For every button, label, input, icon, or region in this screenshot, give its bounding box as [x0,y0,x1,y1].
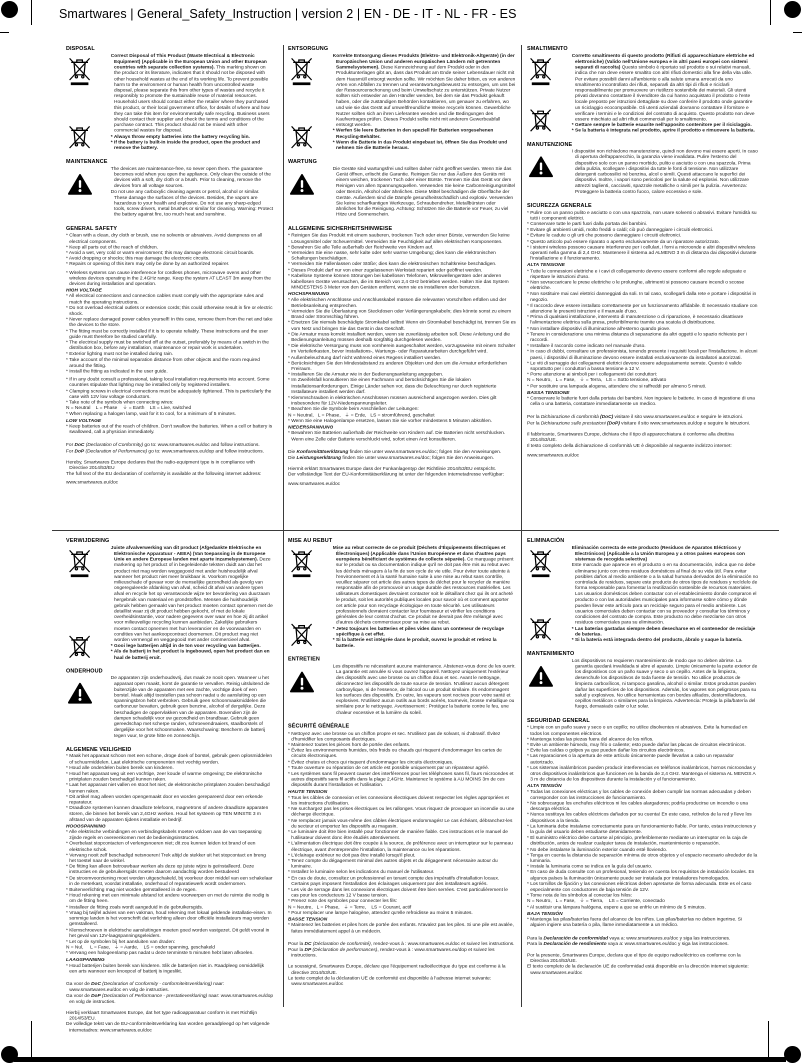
paragraph: * Non installare dispositivi di illuminazione all'esterno quando piove. [527,326,671,332]
section-heading: MAINTENANCE [66,158,108,165]
paragraph: Die Geräte sind wartungsfrei und sollten daher nicht geöffnet werden. Wenn Sie das Gerät öffnen, erlischt die Garantie. Reinigen Sie nur das Äußere des Geräts mit einem weichen, trockenen Tuch oder einer Bürste. Trennen Sie das Gerät vor dem Reinigen von allen Spannungsquellen. Verwenden Sie keine Carbonreinigungsmittel oder Benzin, Alkohol oder ähnliches. Diese Mittel beschädigen die Oberfläche der Geräte. Außerdem sind die Dämpfe gesundheitsschädlich und explosiv. Verwenden Sie keine scharfkantigen Werkzeuge, Schraubendreher, Metallbürsten oder ähnliches für die Reinigung. Achtung: Schützen Sie die Batterie vor Feuer, zu viel Hitze und Sonnenschein. [332,166,516,218]
paragraph: * Vraag bij twijfel advies van een vakman, houd rekening met lokaal geldende installatie-eisen. In sommige landen is het voorschrift dat verlichting alleen door officiële installateurs mag worden geïnstalleerd. [66,910,272,928]
paragraph: * Draadloze systemen kunnen draadloze telefoons, magnetrons of andere draadloze apparaten storen, die binnen het bereik van 2,4GHz werken. Houd het systeem op TEN MINSTE 3 m afstand van de apparaten tijdens installatie en bedrijf. [66,806,269,823]
weee-crossed-bin-icon [68,633,95,659]
section [527,203,758,408]
language-block-de [288,46,516,487]
section [66,443,273,486]
weee-crossed-bin-with-bar-icon [529,547,556,577]
paragraph: * Kabellose Systeme können Störungen bei kabellosen Telefonen, Mikrowellengeräten oder anderen kabellosen Geräte verursachen, die im Bereich von 2,4 GHz betrieben werden. Halten Sie das System MINDESTENS 3 Meter von den Geräten entfernt, wenn sie es installieren oder benutzen. [288,273,509,291]
paragraph: Do not use any carboxylic cleaning agents or petrol, alcohol or similar. These damage the surfaces of the devices. Besides, the vapors are hazardous to your health and explosive. Do not use any sharp-edged tools, screw drivers, metal brushes or similar for cleaning. Warning: Protect the battery against fire, too much heat and sunshine. [110,189,274,218]
voltage-subheading: BAJA TENSIÓN [527,911,563,917]
paragraph: Le soussigné, Smartwares Europe, déclare que l'équipement radioélectrique du type est conforme à la directive 2014/53/UE. [288,964,506,976]
registration-mark-top-right [784,1,801,18]
paragraph: * If in any doubt consult a professional, taking local installation requirements into account. Some countries stipulate that lighting may be installed only by registered installers. [66,377,270,388]
paragraph: * Clean with a clean, dry cloth or brush, use no solvents or abrasives. Avoid dampness on all electrical components. [66,233,263,245]
weee-crossed-bin-icon [290,621,317,647]
paragraph: * Tenez compte du dégagement minimal des autres objets et du dégagement nécessaire autour du luminaire. [288,858,498,870]
section-heading: SMALTIMENTO [527,46,568,52]
section [288,226,516,443]
row-divider [52,530,779,531]
paragraph: * Tenere in considerazione una minima distanza di separazione da altri oggetti e lo spazio richiesto per i raccordi. [527,332,748,343]
paragraph: Per la Dichiarazione di conformità (DoC) visitare il sito www.smartwares.eu/doc e seguire le istruzioni. [527,415,744,420]
section-heading: MANTENIMIENTO [527,650,575,657]
paragraph: * Installare il raccordo come indicato nel manuale d'uso. [527,343,646,349]
paragraph: * Pour remplacer une lampe halogène, attendez qu'elle refroidisse au moins 5 minutes. [288,910,473,916]
paragraph: * Dieses Produkt darf nur von einer zugelassenen Werkstatt repariert oder geöffnet werden. [288,268,483,273]
language-block-es [527,538,758,976]
paragraph: * Außenbeleuchtung darf nicht während eines Regens installiert werden. [288,355,442,361]
paragraph: * Questo articolo può essere riparato o aperto esclusivamente da un riparatore autorizzato. [527,239,720,245]
paragraph: * Installez le luminaire selon les indications du manuel de l'utilisateur. [288,870,435,876]
paragraph: * Porre attenzione ai simboli per i collegamenti dei conduttori: [527,372,658,378]
section [66,538,273,661]
wire-symbols-line: N = Neutro, L = Fase, ⏚ = Terra, LS = Sotto tensione, attivato [527,378,667,384]
section-heading: ONDERHOUD [66,668,103,674]
paragraph: * Conservare le batterie fuori dalla portata dei bambini. Non ingoiare le batterie. In caso di ingestione di una cella o una batteria, contattare immediatamente un medico. [527,396,755,408]
paragraph: * Prima di qualsiasi installazione, intervento di manutenzione o di riparazione, è necessario disattivare l'alimentazione elettrica sulla presa, preferibilmente tramite una scatola di distribuzione. [527,314,744,326]
voltage-subheading: HIGH VOLTAGE [66,288,102,294]
paragraph: * Vermeiden Sie die Überlastung von Steckdosen oder Verlängerungskabeln; dies könnte sonst zu einem Brand oder Stromschlag führen. [288,309,512,320]
paragraph: * Gettare sempre le batterie esaurite nell'apposito contenitore per il riciclaggio. [571,122,752,128]
paragraph: * Klemschroeven in elektrische aansluitingen moeten goed worden vastgezet. Dit geldt vooral in het geval van 12V-laagspanningsgeleiders. [66,928,270,939]
paragraph: * Die elektrische Versorgung muss von vornherein ausgeschaltet werden, vorzugsweise mit einem Schalter im Verteilerkasten, bevor Installations-, Wartungs- oder Reparaturarbeiten durchgeführt wird. [288,343,516,355]
section [527,415,758,458]
paragraph: * Als de batterij in het product is ingebouwd, open het product dan en haal de batterij eruit. [110,649,270,661]
paragraph: * Prenez note des symboles pour connecter les fils: [288,899,398,904]
weee-crossed-bin-with-bar-icon [290,547,317,577]
paragraph: Les dispositifs ne nécessitent aucune maintenance. Abstenez-vous donc de les ouvrir. La garantie est annulée si vous ouvrez l'appareil. Nettoyez uniquement l'extérieur des dispositifs avec une brosse ou un chiffon doux et sec. Avant le nettoyage, déconnectez les dispositifs de toute source de tension. N'utilisez aucun détergent carboxylique, ni de l'essence, de l'alcool ou un produit similaire. Ils endommagent les surfaces des dispositifs. En outre, les vapeurs sont nocives pour votre santé et explosives. N'utilisez aucun outils aux bords acérés, tournevis, brosse métallique ou similaire pour le nettoyage. Avertissement : Protégez la batterie contre le feu, une chaleur excessive et la lumière du soleil. [332,664,516,716]
paragraph: Le texte complet de la déclaration UE de conformité est disponible à l'adresse internet suivante: www.smartwares.eu/doc [288,976,492,987]
section [66,982,273,1034]
paragraph: * Per sostituire una lampada alogena, attendere che si raffreddi per almeno 5 minuti. [527,384,707,389]
paragraph: * Houd alle onderdelen buiten bereik van kinderen. [66,765,174,771]
section-heading: ELIMINACIÓN [527,538,565,544]
paragraph: Los dispositivos no requieren mantenimiento de modo que no deben abrirse. La garantía quedará invalidada si abre el aparato. Limpie únicamente la parte exterior de los dispositivos con un paño suave y seco o un cepillo. Antes de la limpieza, desenchufe los dispositivos de toda fuente de tensión. No utilice productos de limpieza carboxílicos, ni tampoco gasolina, alcohol o similar. Estos productos pueden dañar las superficies de los dispositivos. Además, los vapores son peligrosos para su salud y explosivos. No utilice herramientas con bordes afilados, destornilladores, cepillos metálicos o similares para la limpieza. Advertencia: Proteja la pila/batería del fuego, demasiado calor o luz solar. [571,658,758,710]
paragraph: * Reinigen Sie das Produkt mit einem sauberen, trockenen Tuch oder einer Bürste, verwenden Sie keine Lösungsmittel oder Scheuermittel. Vermeiden Sie Feuchtigkeit auf allen elektrischen Komponenten. [288,233,510,245]
section-heading: VERWIJDERING [66,538,110,544]
section-heading: DISPOSAL [66,46,95,52]
voltage-subheading: HOOGSPANNING [66,824,106,830]
wire-symbols-line: N = Neutro, L = Fase, ⏚ = Tierra, LS = Corriente, conectado [527,899,665,904]
section [527,718,758,929]
voltage-subheading: BASSE TENSION [288,917,328,923]
weee-crossed-bin-icon [529,106,556,132]
paragraph: * If the battery is built-in inside the product, open the product and remove the battery. [110,140,261,151]
paragraph: * Evitare le cadute o gli urti che possono danneggiare i circuiti elettronici. [527,233,682,239]
paragraph: Ga voor de DoC (Declaration of Conformity - conformiteitsverklaring) naar: www.smartwares.eu/doc en volg de instructies. [66,982,225,993]
paragraph: * Werfen Sie leere Batterien in den speziell für Batterien vorgesehenen Recycling-Behälter. [332,128,494,140]
voltage-subheading: ALTA TENSIÓN [527,783,562,789]
paragraph: * Install the fitting as indicated in the user guide. [66,369,168,375]
paragraph: * All electrical connections and connection cables must comply with the appropriate rules and match the operating instructions. [66,294,264,305]
paragraph: * Take note of the symbols when connecting wires: [66,400,174,406]
paragraph: * Il raccordo deve essere installato correttamente per un funzionamento affidabile. È necessario studiare con attenzione le presenti istruzioni e il manuale d'uso. [527,303,758,315]
section [66,668,273,739]
wire-symbols-line: N = Neutral L = Phase ⏚ = Earth LS = Live, switched [66,406,192,412]
crop-mark-bottom-right [768,1021,769,1057]
warning-triangle-icon [290,173,317,195]
paragraph: * Vervang een halogeenlamp pas nadat u deze tenminste 5 minuten hebt laten afkoelen. [66,951,254,956]
weee-crossed-bin-with-bar-icon [529,55,556,85]
paragraph: Per la Dichiarazione sulle prestazioni (DoP) visitare il sito www.smartwares.eu/dop e seguire le istruzioni. [527,420,751,426]
paragraph: * Bewahren Sie Batterien außerhalb der Reichweite von Kindern auf. Die Batterien nicht verschlucken. Wenn eine Zelle oder Batterie verschluckt wird, sofort einen Arzt konsultieren. [288,431,506,442]
paragraph: Il testo completo della dichiarazione di conformità UE è disponibile al seguente indirizzo internet: [527,443,732,449]
paragraph: * Avoid a wet, very cold or warm environment; this may damage electronic circuit boards. [66,250,255,256]
section [66,226,273,436]
paragraph: Il fabbricante, Smartwares Europe, dichiara che il tipo di apparecchiatura è conforme alla direttiva 2014/53/UE. [527,432,734,443]
paragraph: * Buitenverlichting mag niet worden geïnstalleerd in de regen. [66,887,197,893]
paragraph: * Wenn Sie eine Halogenlampe ersetzen, lassen Sie sie vorher mindestens 5 Minuten abkühlen. [288,418,493,424]
paragraph: * When replacing a halogen lamp, wait for it to cool, for a minimum of 5 minutes. [66,411,236,417]
section [527,538,758,644]
paragraph: Por la presente, Smartwares Europe, declara que el tipo de equipo radioeléctrico es conforme con la Directiva 2014/53/UE. [527,953,741,964]
paragraph: Correct Disposal of This Product (Waste Electrical & Electronic Equipment) (Applicable in the European Union and other European countries with separate collection systems). This marking shown on the product or its literature, indicates that it should not be disposed with other household wastes at the end of its working life. To prevent possible harm to the environment or human health from uncontrolled waste disposal, please separate this from other types of wastes and recycle it responsibly to promote the sustainable reuse of material resources. Household users should contact either the retailer where they purchased this product, or their local government office, for details of where and how they can take this item for environmentally safe recycling. Business users should contact their supplier and check the terms and conditions of the purchase contract. This product should not be mixed with other commercial wastes for disposal. [110,53,270,134]
paragraph: De apparaten zijn onderhoudsvrij, dus maak ze nooit open. Wanneer u het apparaat open maakt, komt de garantie te vervallen. Reinig uitsluitend de buitenzijde van de apparaten met een zachte, vochtige doek of een borstel. Maak altijd toestellen pas schoon nadat u de aansluiting op een spanningsbron hebt verbroken. Gebruik geen schoonmaakmiddelen die carbonzuur bevatten, gebruik geen benzine, alcohol of dergelijke. Deze beschadigen de oppervlakken van de apparaten. Bovendien zijn de dampen schadelijk voor uw gezondheid en brandbaar. Gebruik geen gereedschap met scherpe randen, schroevendraaiers, staalborstels of dergelijke voor het schoonmaken. Waarschuwing: Bescherm de batterij tegen vuur, te grote hitte en zonneschijn. [110,675,270,739]
paragraph: * I sistemi wireless possono causare interferenze per i cellulari, i forni a microonde e altri dispositivi wireless operanti nella gamma di 2,4 GHz. Mantenere il sistema ad ALMENO 3 m di distanza dai dispositivi durante l'installazione e il funzionamento. [527,245,757,262]
paragraph: De volledige tekst van de EU-conformiteitsverklaring kan worden geraadpleegd op het volgende internetadres: www.smartwares.eu/doc [66,1022,270,1033]
paragraph: * Ne surchargez pas les prises électriques ou les rallonges. Vous risquez de provoquer un incendie ou une décharge électrique. [288,806,515,818]
paragraph: * Mantenga las pilas/baterías fuera del alcance de los niños. Las pilas/baterías no deben ingerirse. Si alguien ingiere una batería o pila, llame inmediatamente a un médico. [527,917,743,928]
paragraph: * Ne remplacez jamais vous-même des câbles électriques endommagés! Le cas échéant, débranchez-les du secteur et emportez les dispositifs au magasin. [288,818,513,830]
section [288,46,516,152]
paragraph: * En caso de duda consulte con un profesional, teniendo en cuenta los requisitos de instalación locales. En algunos países la iluminación únicamente puede ser instalada por instaladores homologados. [527,870,755,881]
paragraph: * Si la batería está integrada dentro del producto, ábralo y saque la batería. [571,637,743,643]
paragraph: * Si la batterie est intégrée dans le produit, ouvrez le produit et retirez la batterie. [332,637,497,649]
section [288,942,516,988]
paragraph: * Clamping screws in electrical connections must be adequately tightened. This is particularly the case with 12V low voltage conductors. [66,388,272,400]
paragraph: * Wireless systems can cause interference for cordless phones, microwave ovens and other wireless devices operating in the 2.4GHz range. Keep the system AT LEAST 3m away from the devices during installation and operation. [66,270,271,287]
section [288,724,516,935]
paragraph: * Maintenez toutes les pièces hors de portée des enfants. [288,742,411,748]
language-block-it [527,46,758,459]
paragraph: * Todas las conexiones eléctricas y los cables de conexión deben cumplir las normas adecuadas y deben corresponder con las instrucciones de funcionamiento. [527,789,751,801]
paragraph: * Beachten Sie die Symbole beim Anschließen der Leitungen: [288,407,419,412]
section-heading: ALLGEMEINE SICHERHEITSHINWEISE [288,225,393,232]
paragraph: * L'éclairage extérieur ne doit pas être installé lorsqu'il pleut. [288,853,416,858]
column-divider-2 [521,45,522,1007]
paragraph: * Do not overload electrical outlets or extension cords; this could otherwise result in fire or electric shock. [66,305,273,317]
paragraph: * Never replace damaged power cables yourself! In this case, remove them from the net and take the devices to the store. [66,317,273,328]
paragraph: * Nettoyez avec une brosse ou un chiffon propre et sec. N'utilisez pas de solvant, ni d'abrasif. Évitez d'humidifier les composants électriques. [288,731,501,742]
paragraph: * Vermeiden Sie eine nasse, sehr kalte oder sehr warme Umgebung; dies kann die elektronischen Schaltungen beschädigen. [288,250,496,262]
paragraph: The full text of the EU declaration of conformity is available at the following internet address: [66,471,262,477]
paragraph: Eliminación correcta de este producto (Residuos de Aparatos Eléctricos y Electrónicos) (Aplicable a la Unión Europea y a otros países europeos con sistemas de recogida selectiva) [571,545,745,563]
crop-tick-right [793,32,802,33]
section-heading: MANUTENZIONE [527,141,573,148]
weee-crossed-bin-icon [290,124,317,150]
paragraph: * Gooi lege batterijen altijd in de ton voor recycling van batterijen. [110,643,261,649]
crop-mark-top-right [770,0,771,25]
voltage-subheading: HOCHSPANNUNG [288,291,330,297]
paragraph: * La luminaria debe instalarse correctamente para un funcionamiento fiable. Por tanto, estas instrucciones y la guía del usuario deben estudiarse detenidamente. [527,824,756,835]
paragraph: * Berücksichtigen Sie den Mindestabstand zu anderen Objekten und den um die Armatur erforderlichen Freiraum. [288,361,508,372]
voltage-subheading: LAAGSPANNING [66,957,105,963]
section-heading: WARTUNG [288,158,317,165]
crop-mark-top-left [31,0,32,25]
paragraph: Der vollständige Text der EU-Konformitätserklärung ist unter der folgenden Internetadresse verfügbar: [288,472,505,478]
paragraph: Pour la DP (Déclaration de performances), rendez-vous à : www.smartwares.eu/dop et suivez les instructions. [288,947,495,959]
paragraph: * Alle elektrische verbindingen en verbindingskabels moeten voldoen aan de van toepassing zijnde regels en overeenkomen met de bedieningsinstructies. [66,830,262,841]
weee-crossed-bin-with-bar-icon [68,55,95,85]
voltage-subheading: BASSA TENSIONE [527,390,570,396]
paragraph: * Las reparaciones o la apertura de este artículo únicamente puede llevarlas a cabo un reparador autorizado. [527,754,734,765]
section-heading: GENERAL SAFETY [66,225,118,232]
paragraph: * Toute ouverture ou réparation de cet article est possible uniquement par un réparateur agréé. [288,765,490,771]
bottom-edge-bar [14,1057,786,1062]
paragraph: * Las baterías gastadas siempre deben desecharse en el contenedor de reciclaje de baterías. [571,626,756,637]
section [288,159,516,219]
paragraph: * En cas de doute, consultez un professionnel en tenant compte des impératifs d'installation locaux. Certains pays imposent l'installation des éclairages uniquement par des installateurs agréés. [288,876,500,887]
paragraph: * Bewahren Sie alle Teile außerhalb der Reichweite von Kindern auf. [288,245,434,250]
paragraph: * Avoid dropping or shocks; this may damage the electronic circuits. [66,256,210,262]
voltage-subheading: HAUTE TENSION [288,789,328,795]
paragraph: * Los tornillos de fijación y las conexiones eléctricas deben apretarse de forma adecuada. Este es el caso especialmente con conductores de baja tensión de 12V. [527,881,752,893]
section-heading: SEGURIDAD GENERAL [527,717,590,724]
paragraph: * Tenga en cuenta la distancia de separación mínima de otros objetos y el espacio necesario alrededor de la luminaria. [527,853,758,864]
paragraph: * Take account of the minimal separation distance from other objects and the room required around the fitting. [66,357,260,369]
paragraph: Este marcado que aparece en el producto o en su documentación, indica que no debe eliminarse junto con otros residuos domésticos al final de su vida útil. Para evitar posibles daños al medio ambiente o a la salud humana derivados de la eliminación no controlada de residuos, separe este producto de otros tipos de residuos y recíclelo de forma responsable para fomentar la reutilización sostenible de recursos materiales. Los usuarios domésticos deben contactar con el establecimiento donde compraron el producto o con las autoridades municipales para informarse sobre cómo y dónde pueden llevar este artículo para un reciclaje seguro para el medio ambiente. Los usuarios comerciales deben contactar con su proveedor y consultar los términos y condiciones del contrato de compra. Este producto no debe mezclarse con otros residuos comerciales para su eliminación. [571,563,759,626]
paragraph: Corretto smaltimento di questo prodotto (Rifiuti di apparecchiature elettriche ed elettroniche) (Valido nell'Unione europea e in altri paesi europei con sistemi separati di raccolta) Questo simbolo è riportato sul prodotto o sui relativi manuali, indica che non deve essere smaltito con altri rifiuti domestici alla fine della vita utile. Per evitare possibili danni all'ambiente o alla salute umana arrecati da uno smaltimento incontrollato dei rifiuti, separarli da altri tipi di rifiuti e riciclarli responsabilmente per promuovere un riutilizzo sostenibile dei materiali. Gli utenti privati dovranno contattare il rivenditore da cui hanno acquistato il prodotto o l'ente locale preposto per istruzioni dettagliate su dove conferire il prodotto onde garantire un riciclaggio ecocompatibile. Gli utenti aziendali dovranno contattare il fornitore e verificare i termini e le condizioni del contratto di acquisto. Questo prodotto non deve essere mischiato ad altri rifiuti commerciali per lo smaltimento. [571,53,755,122]
paragraph: * Le viti di serraggio dei collegamenti elettrici devono essere adeguatamente serrate. Questo è valido soprattutto per i conduttori a bassa tensione a 12 V. [527,361,742,372]
warning-triangle-icon [68,173,95,195]
paragraph: * Installieren Sie die Armatur wie in der Bedienungsanleitung angegeben. [288,372,444,378]
section-heading: ALGEMENE VEILIGHEID [66,746,132,753]
wire-symbols-line: N = Neutral, L = Phase, ⏚ = Erde, LS = stromführend, geschaltet [288,412,435,418]
section [66,46,273,152]
crop-tick-left [0,32,9,33]
paragraph: * El suministro eléctrico debe cortarse al principio, preferiblemente mediante un interruptor en la caja de distribución, antes de realizar cualquier tarea de instalación, mantenimiento o reparación. [527,835,748,847]
paragraph: * Dit artikel mag alleen worden opengemaakt door en worden gerepareerd door een erkende reparateur. [66,794,263,806]
section [66,747,273,975]
paragraph: * L'alimentation électrique doit être coupée à la source, de préférence avec un interrupteur sur le panneau électrique, avant d'entreprendre l'installation, la maintenance ou les réparations. [288,841,513,853]
section [288,657,516,717]
paragraph: * Evite las caídas o golpes ya que pueden dañar los circuitos electrónicos. [527,748,685,754]
paragraph: * Le luminaire doit être bien installé pour fonctionner de manière fiable. Ces instructions et le manuel de l'utilisateur doivent donc être étudiés attentivement. [288,830,508,841]
paragraph: * Klemmschrauben in elektrischen Anschlüssen müssen ausreichend angezogen werden. Dies gilt insbesondere für 12V-Niederspannungsleiter. [288,395,497,407]
paragraph: www.smartwares.eu/doc [527,452,580,458]
paragraph: * Jetez toujours les batteries et piles vides dans un conteneur de recyclage spécifique à cet effet. [332,626,505,637]
paragraph: * Mantenga todas las piezas fuera del alcance de los niños. [527,737,654,742]
paragraph: * Houd batterijen buiten bereik van kinderen. Slik de batterijen niet in. Raadpleeg onmiddellijk een arts wanneer een knoopcel of batterij is ingeslikt. [66,963,264,974]
paragraph: * Houd rekening met een minimale afstand tot andere voorwerpen en met de ruimte die nodig is om de fitting heen. [66,893,270,904]
paragraph: Juiste afvalverwerking van dit product (Afgedankte Elektrische en Elektronische Apparatuur - AEEA) (Van toepassing in de Europese Unie en andere Europese landen met aparte inzamelsystemen). Deze markering op het product of in begeleidende teksten duidt aan dat het product niet mag worden weggegooid met ander huishoudelijk afval wanneer het product niet meer bruikbaar is. Voorkom mogelijke milieuschade of gevaar voor de menselijke gezondheid als gevolg van ongereguleerde afdanking van afval, scheid dit afval van andere typen afval en recycle het op verantwoorde wijze ter bevordering van duurzaam hergebruik van materiaal en grondstoffen. Mensen die huishoudelijk gebruik hebben gemaakt van het product moeten contact opnemen met de detaillist waar zij dit product hebben gekocht, of met de lokale overheidsinstantie, voor nadere gegevens over waar en hoe zij dit artikel voor milieuveilige recycling kunnen aanbieden. Zakelijke gebruikers moeten contact opnemen met hun leverancier en de voorwaarden en condities van het aankoopcontract doornemen. Dit product mag niet worden vermengd en weggegooid met ander commercieel afval. [110,545,273,643]
paragraph: * Non sovraccaricare le prese elettriche o le prolunghe, altrimenti si possono causare incendi o scosse elettriche. [527,280,745,291]
weee-crossed-bin-with-bar-icon [68,547,95,577]
paragraph: * Évitez chutes et chocs qui risquent d'endommager les circuits électroniques. [288,760,454,765]
section [527,936,758,976]
paragraph: Pour la DC (Déclaration de conformité), rendez-vous à : www.smartwares.eu/doc et suivez les instructions. [288,941,515,947]
paragraph: * In caso di dubbi, consultare un professionista, tenendo presente i requisiti locali per l'installazione. In alcuni paesi, i dispositivi di illuminazione devono essere installati esclusivamente da installatori autorizzati. [527,349,758,361]
section [288,538,516,649]
paragraph: For DoP (Declaration of Performance) go to: www.smartwares.eu/dop and follow instructions. [66,448,264,454]
voltage-subheading: NIEDERSPANNUNG [288,425,334,431]
paragraph: * Keep all parts out of the reach of children. [66,245,159,250]
paragraph: For DoC (Declaration of Conformity) go to: www.smartwares.eu/doc and follow instructions. [66,443,260,448]
paragraph: * Overbelast stopcontacten of verlengsnoeren niet; dit zou kunnen leiden tot brand of een elektrische schok. [66,841,256,853]
paragraph: I dispositivi non richiedono manutenzione, quindi non devono mai essere aperti. In caso di apertura dell'apparecchio, la garanzia viene invalidata. Pulire l'esterno del dispositivo solo con un panno morbido, pulito e asciutto o con una spazzola. Prima della pulizia, scollegare i dispositivi da tutte le fonti di tensione. Non utilizzare detergenti carbossilici né benzina, alcol o simili. Questi attaccano le superfici dei dispositivi. Inoltre, i vapori sono pericolosi per la salute ed esplosivi. Non utilizzare attrezzi taglienti, cacciaviti, spazzole metalliche o simili per la pulizia. Avvertenza: Proteggere la batteria contro fuoco, calore eccessivo e sole. [571,149,758,195]
paragraph: * Evitare gli ambienti umidi, molto freddi o caldi; ciò può danneggiare i circuiti elettronici. [527,227,714,233]
paragraph: * Vervang nooit zelf beschadigd netsnoeren! Trek altijd de stekker uit het stopcontact en breng het toestel naar de winkel. [66,853,266,864]
paragraph: * Les vis de serrage dans les connexions électriques doivent être bien serrées. C'est particulièrement le cas pour les conducteurs 12 V basse tension. [288,887,508,899]
paragraph: * De fitting kan alleen betrouwbaar werken als deze op juiste wijze is geïnstalleerd. Deze instructies en de gebruikersgids moeten daarom aandachtig worden bestudeerd [66,864,255,876]
paragraph: * Tutte le connessioni elettriche e i cavi di collegamento devono essere conformi alle regole adeguate e rispettare le istruzioni d'uso. [527,268,747,280]
section [527,46,758,134]
language-block-fr [288,538,516,988]
paragraph: * Los sistemas inalámbricos pueden producir interferencias en teléfonos inalámbricos, hornos microondas y otros dispositivos inalámbricos que funcionen en la banda de 2,4 GHz. Mantenga el sistema AL MENOS A 3 m de distancia de los dispositivos durante la instalación y el funcionamiento. [527,765,756,783]
paragraph: * Maak het apparaat schoon met een schone, droge doek of borstel, gebruik geen oplosmiddelen of schuurmiddelen. Laat elektrische componenten niet vochtig worden. [66,754,273,765]
column-divider-1 [283,45,284,1007]
paragraph: * Im Zweifelsfall konsultieren Sie einen Fachmann und berücksichtigen Sie die lokalen Installationsanforderungen. Einige Länder sehen vor, dass die Beleuchtung nur durch registrierte Installateure installiert werden darf. [288,378,497,395]
paragraph: * Keep batteries out of the reach of children. Don't swallow the batteries. When a cell or battery is swallowed, call a physician immediately. [66,424,273,435]
paragraph: Ga voor de DoP (Declaration of Performance - prestatieverklaring) naar: www.smartwares.eu/dop en volg de instructies. [66,993,274,1005]
paragraph: * Non sostituire mai cavi elettrici danneggiati da soli. In tal caso, scollegarli dalla rete e portare i dispositivi in negozio. [527,291,757,303]
paragraph: www.smartwares.eu/doc [66,480,119,486]
paragraph: * The fitting must be correctly installed if it is to operate reliably. These instructions and the user guide must therefore be studied carefully. [66,328,268,340]
section [288,450,516,488]
weee-crossed-bin-with-bar-icon [290,55,317,85]
paragraph: * Maintenez les batteries et piles hors de portée des enfants. N'avalez pas les piles. Si une pile est avalée, faites immédiatement appel à un médecin. [288,923,514,934]
language-block-en [66,46,273,486]
warning-triangle-icon [290,671,317,693]
paragraph: Para la Declaración de rendimiento vaya a: www.smartwares.eu/doc y siga las instrucciones. [527,941,729,947]
paragraph: * Always throw empty batteries into the battery recycling bin. [110,134,250,140]
wire-symbols-line: N = Neutre, L = Phase, ⏚ = Terre, LS = Courant, actif [288,904,412,910]
warning-triangle-icon [529,665,556,687]
registration-mark-bottom-right [784,1046,801,1063]
paragraph: * Let op de symbolen bij het aansluiten van draden: [66,939,176,945]
warning-triangle-icon [529,156,556,178]
paragraph: Korrekte Entsorgung dieses Produkts (Elektro- und Elektronik-Altgeräte) (in der Europäischen Union und anderen europäischen Ländern mit getrennten Sammelsystemen). Diese Kennzeichnung auf dem Produkt oder in den Produktunterlagen gibt an, dass das Produkt am Ende seiner Lebensdauer nicht mit dem Hausmüll entsorgt werden sollte. Wir möchten Sie daher bitten, es von anderen Arten von Abfällen zu trennen und verantwortungsbewusst zu entsorgen, um uns bei der Ressourcenschonung und beim Umweltschutz zu unterstützen. Private Nutzer sollten sich entweder an den Händler wenden, bei dem sie das Produkt gekauft haben, oder die zuständigen Behörden kontaktieren, um genauer zu erfahren, wo und wie sie das Gerät auf umweltfreundliche Weise recyceln können. Gewerbliche Nutzer sollten sich an ihren Lieferanten wenden und die Bedingungen des Kaufvertrages prüfen. Dieses Produkt sollte nicht mit anderem Gewerbeabfall entsorgt werden. [332,53,516,128]
paragraph: * Instale la luminaria como se indica en la guía del usuario. [527,864,653,870]
paragraph: * Installeer de fitting zoals wordt aangeduid in de gebruikersgids. [66,904,204,910]
section-heading: ENTRETIEN [288,656,320,663]
weee-crossed-bin-icon [529,616,556,642]
warning-triangle-icon [68,682,95,704]
paragraph: Hiermit erklärt Smartwares Europe dass der Funkanlagentyp der Richtlinie 2014/53/EU entspricht. [288,466,497,472]
paragraph: Para la Declaración de conformidad vaya a: www.smartwares.eu/doc y siga las instrucciones. [527,936,731,941]
paragraph: www.smartwares.eu/doc [288,481,341,487]
paragraph: * Nunca sustituya los cables eléctricos dañados por su cuenta! En este caso, retírelos de la red y lleve los dispositivos a la tienda. [527,812,752,824]
section-heading: SÉCURITÉ GÉNÉRALE [288,723,350,730]
language-block-nl [66,538,273,1034]
crop-mark-bottom-left [31,1021,32,1057]
section [527,142,758,196]
paragraph: * No sobrecargue los enchufes eléctricos ni los cables alargadores; podría producirse un incendio o una descarga eléctrica. [527,801,748,812]
wire-symbols-line: N = Nul, L = Fase, ⏚ = Aarde, LS = onder spanning, geschakeld [66,945,215,951]
paragraph: Die Leistungserklärung finden Sie unter www.smartwares.eu/doc; folgen Sie den Anweisungen. [288,455,494,461]
paragraph: * Limpie con un paño suave y seco o un cepillo; no utilice disolventes ni abrasivos. Evite la humedad en todos los componentes eléctricos. [527,725,748,737]
paragraph: * Vermeiden Sie Fallenlassen oder Stöße; dies kann die elektronischen Schaltkreise beschädigen. [288,262,497,268]
paragraph: * Pulire con un panno pulito e asciutto o con una spazzola, non usare solventi o abrasivi. Evitare l'umidità su tutti i componenti elettrici. [527,210,757,222]
paragraph: * Tome nota de los símbolos al conectar los hilos: [527,893,633,899]
paragraph: * Die Armatur muss korrekt installiert werden, wenn sie zuverlässig arbeiten soll. Diese Anleitung und die Bedienungsanleitung müssen deshalb sorgfältig durchgelesen werden. [288,332,510,343]
weee-crossed-bin-icon [68,124,95,150]
paragraph: * The electrical supply must be switched off at the outset, preferably by means of a switch in the distribution box, before any installation, maintenance or repair work is undertaken. [66,340,269,351]
document-title: Smartwares | General_Safety_Instruction | version 2 | EN - DE - IT - NL - FR - ES [59,7,517,21]
section [527,651,758,711]
paragraph: * Tous les câbles de connexion et les connexions électriques doivent respecter les règles appropriées et les instructions d'utilisation. [288,795,509,807]
paragraph: * Conservare tutte le parti fuori dalla portata dei bambini. [527,221,648,227]
paragraph: * Se la batteria è integrata nel prodotto, aprire il prodotto e rimuovere la batteria. [571,128,755,134]
paragraph: Mise au rebut correcte de ce produit (Déchets d'Équipements Électriques et Électroniques) (Applicable dans l'Union Européenne et dans d'autres pays européens bénéficiant de systèmes de collecte séparée). Ce marquage présent sur le produit ou sa documentation indique qu'il ne doit pas être mis au rebut avec les déchets ménagers à la fin de son cycle de vie utile. Pour éviter toute atteinte à l'environnement et à la santé humaine suite à une mise au rebut sans contrôle, veuillez séparer cet article des autres types de déchet pour le recycler de manière responsable afin de promouvoir un usage durable des ressources matérielles. Les utilisateurs domestiques devraient contacter soit le détaillant chez qui ils ont acheté le produit, soit les autorités publiques locales pour savoir où et comment apporter cet article pour son recyclage écologique en toute sécurité. Les utilisateurs professionnels devraient contacter leur fournisseur et vérifier les conditions générales de leur contrat d'achat. Ce produit ne devrait pas être mélangé avec d'autres déchets commerciaux pour sa mise au rebut. [332,545,514,626]
registration-mark-top-left [1,1,18,18]
paragraph: * Ersetzen Sie niemals beschädigte Stromkabel selbst! Wenn ein Stromkabel beschädigt ist, trennen Sie es vom Netz und bringen Sie das Gerät in das Geschäft. [288,320,516,332]
section-heading: ENTSORGUNG [288,46,329,52]
voltage-subheading: LOW VOLTAGE [66,418,102,424]
paragraph: * Evite un ambiente húmedo, muy frío o caliente; esto puede dañar las placas de circuitos electrónicos. [527,742,746,748]
section-heading: SICUREZZA GENERALE [527,202,592,209]
paragraph: * Al sustituir una lámpara halógena, espere a que se enfríe un mínimo de 5 minutos. [527,904,706,910]
paragraph: Hierbij verklaart Smartwares Europe, dat het type radioapparatuur conform is met Richtlijn 2014/53/EU. [66,1010,258,1022]
paragraph: Hereby, Smartwares Europe declares that the radio-equipment type is in compliance with Directive 2014/53/EU [66,460,255,471]
paragraph: * Alle elektrischen Anschlüsse und Anschlusskabel müssen die relevanten Vorschriften erfüllen und der Betriebsanleitung entsprechen. [288,297,507,309]
paragraph: * Houd het apparaat weg uit een vochtige, zeer koude of warme omgeving; De elektronische printplaten zouden beschadigd kunnen raken. [66,771,263,783]
paragraph: * De stroomvoorziening moet worden uitgeschakeld, bij voorkeur door middel van een schakelaar in de meterkast, voordat installatie, onderhoud of reparatiewerk wordt ondernomen. [66,876,273,887]
paragraph: * Évitez les environnements humides, très froids ou chauds qui risquent d'endommager les cartes de circuits électroniques. [288,748,502,760]
section-heading: MISE AU REBUT [288,538,333,544]
paragraph: * Wenn die Batterie in das Produkt eingebaut ist, öffnen Sie das Produkt und nehmen Sie die Batterie heraus. [332,140,508,151]
paragraph: El texto completo de la declaración UE de conformidad está disponible en la dirección internet siguiente: www.smartwares.eu/doc [527,964,749,976]
paragraph: * Repairs or opening of this item may only be done by an authorized repairer. [66,262,230,268]
paragraph: * Exterior lighting must not be installed during rain. [66,351,173,357]
section [66,159,273,219]
paragraph: * Laat het apparaat niet vallen en stoot het niet; de elektronische printplaten zouden beschadigd kunnen raken. [66,783,270,794]
paragraph: * Les systèmes sans fil peuvent causer des interférences pour les téléphones sans fil, fours microondes et autres dispositifs sans fil actifs dans la plage 2,4GHz. Maintenez le système à AU MOINS 3m de ces dispositifs durant l'installation et l'utilisation. [288,771,514,788]
paragraph: * No debe instalarse la iluminación exterior cuando esté lloviendo. [527,847,668,853]
voltage-subheading: ALTA TENSIONE [527,263,565,268]
paragraph: The devices are maintenance-free, so never open them. The guarantee becomes void when you open the appliance. Only clean the outside of the devices with a soft, dry cloth or a brush. Prior to cleaning, remove the devices from all voltage sources. [110,166,271,189]
paragraph: Die Konformitätserklärung finden Sie unter www.smartwares.eu/doc; folgen Sie den Anweisungen. [288,449,502,455]
